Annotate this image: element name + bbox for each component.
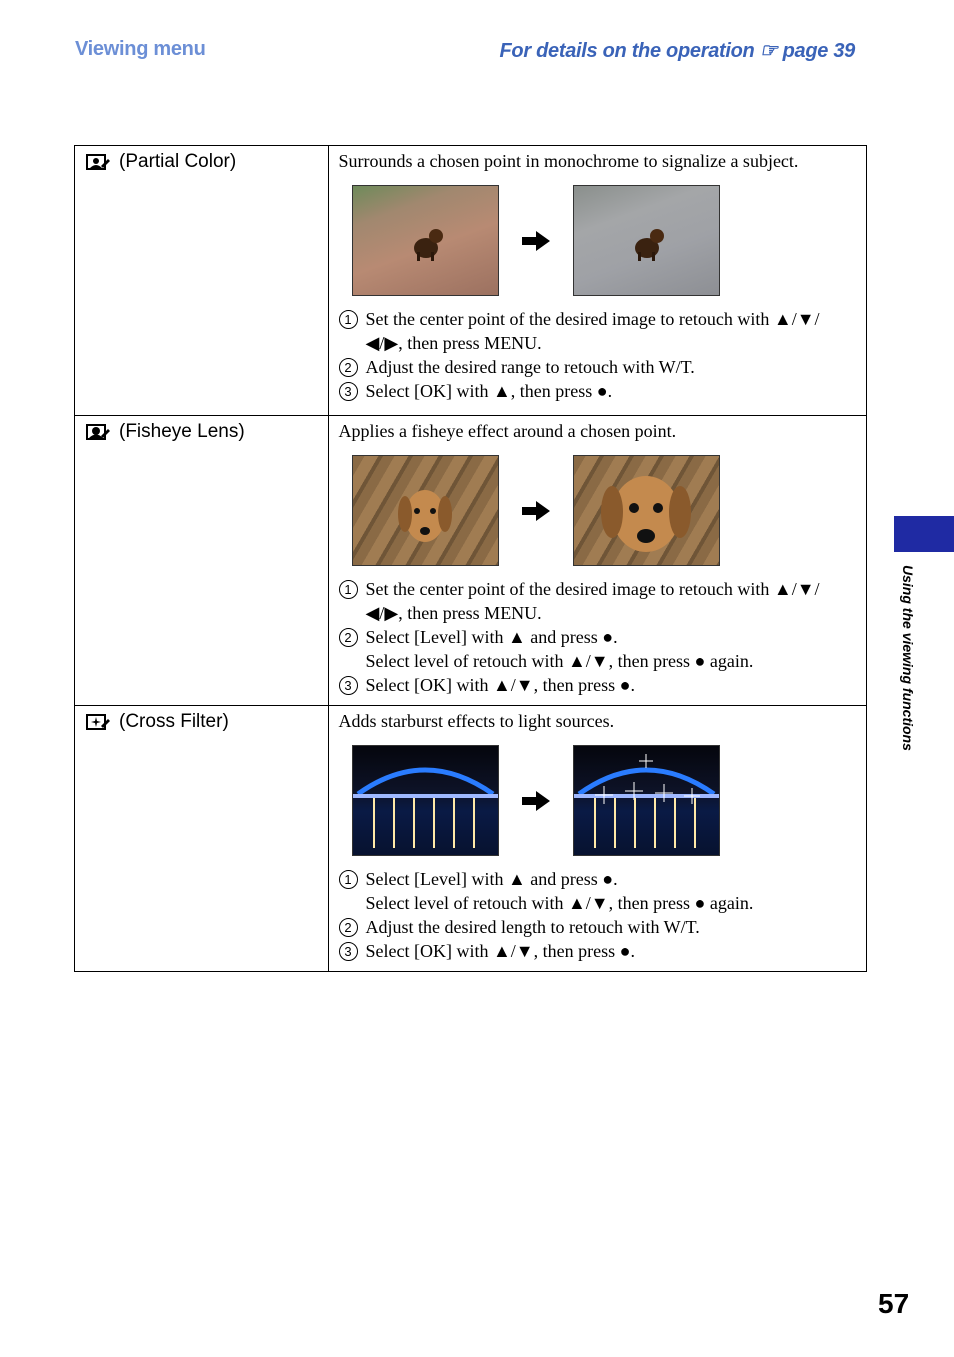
effect-description: Surrounds a chosen point in monochrome to signalize a subject. [338, 151, 799, 171]
list-item: 1 Select [Level] with ▲ and press ●. Select level of retouch with ▲/▼, then press ● again. [339, 867, 856, 915]
arrow-icon [499, 229, 573, 253]
effects-table [74, 145, 867, 972]
list-item: 2 Select [Level] with ▲ and press ●. Select level of retouch with ▲/▼, then press ● again. [339, 625, 856, 673]
table-row [75, 706, 867, 972]
arrow-icon [499, 789, 573, 813]
partial-color-icon [85, 152, 111, 172]
example-images [352, 185, 866, 296]
photo-after [573, 455, 720, 566]
list-item: 1 Set the center point of the desired image to retouch with ▲/▼/ ◀/▶, then press MENU. [339, 577, 856, 625]
list-item: 3 Select [OK] with ▲, then press ●. [339, 379, 856, 403]
list-item: 3 Select [OK] with ▲/▼, then press ●. [339, 673, 856, 697]
steps-list [339, 577, 856, 697]
fisheye-lens-icon [85, 422, 111, 442]
example-images [352, 745, 866, 856]
side-tab-label: Using the viewing functions [900, 565, 916, 751]
side-tab-marker [894, 516, 954, 552]
steps-list [339, 867, 856, 963]
page-number: 57 [878, 1288, 910, 1319]
photo-before [352, 185, 499, 296]
steps-list [339, 307, 856, 403]
list-item: 2 Adjust the desired length to retouch with W/T. [339, 915, 856, 939]
list-item: 3 Select [OK] with ▲/▼, then press ●. [339, 939, 856, 963]
table-row [75, 146, 867, 416]
effect-description: Applies a fisheye effect around a chosen point. [338, 421, 677, 441]
list-item: 2 Adjust the desired range to retouch with W/T. [339, 355, 856, 379]
list-item: 1 Set the center point of the desired image to retouch with ▲/▼/ ◀/▶, then press MENU. [339, 307, 856, 355]
arrow-icon [499, 499, 573, 523]
photo-before [352, 455, 499, 566]
cross-filter-icon [85, 712, 111, 732]
table-row [75, 416, 867, 706]
photo-after [573, 185, 720, 296]
section-title: Viewing menu [75, 38, 206, 60]
example-images [352, 455, 866, 566]
details-reference[interactable]: For details on the operation ☞ page 39 [499, 40, 855, 62]
effect-label: (Partial Color) [85, 151, 328, 173]
photo-before [352, 745, 499, 856]
photo-after [573, 745, 720, 856]
effect-description: Adds starburst effects to light sources. [338, 711, 615, 731]
effect-label: (Fisheye Lens) [85, 421, 328, 443]
effect-label: (Cross Filter) [85, 711, 328, 733]
